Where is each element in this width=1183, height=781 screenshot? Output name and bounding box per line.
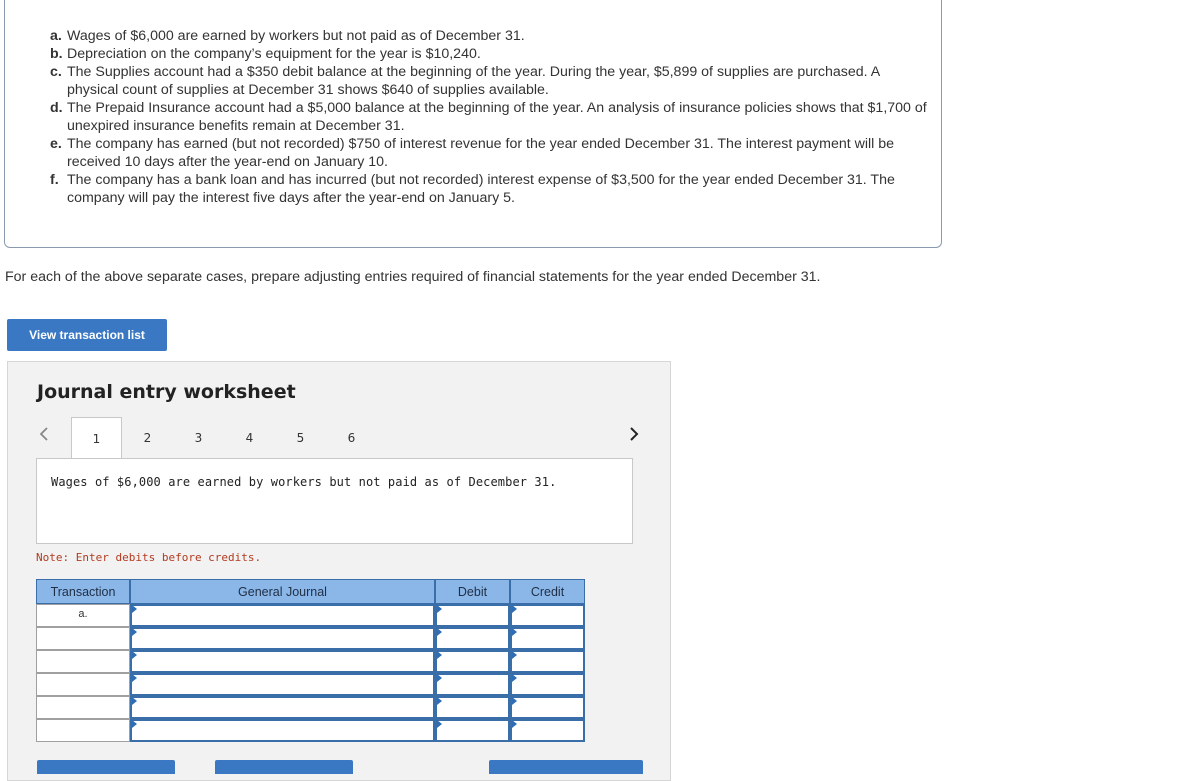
dropdown-marker-icon <box>512 674 517 682</box>
account-select[interactable] <box>130 604 435 627</box>
entry-description-box <box>36 458 633 544</box>
transaction-cell <box>36 627 130 650</box>
problem-list <box>50 27 930 207</box>
problem-item-text: Depreciation on the company’s equipment for the year is $10,240. <box>67 46 481 62</box>
dropdown-marker-icon <box>512 651 517 659</box>
clear-entry-button[interactable] <box>215 760 353 774</box>
debit-input[interactable] <box>435 650 510 673</box>
worksheet-title: Journal entry worksheet <box>37 381 296 403</box>
dropdown-marker-icon <box>132 628 137 636</box>
debit-input[interactable] <box>435 673 510 696</box>
transaction-cell <box>36 673 130 696</box>
dropdown-marker-icon <box>512 697 517 705</box>
dropdown-marker-icon <box>132 674 137 682</box>
problem-item-label: e. <box>50 136 62 152</box>
problem-item-label: a. <box>50 28 62 44</box>
credit-input[interactable] <box>510 719 585 742</box>
credit-input[interactable] <box>510 673 585 696</box>
debit-input[interactable] <box>435 719 510 742</box>
account-select[interactable] <box>130 719 435 742</box>
dropdown-marker-icon <box>512 628 517 636</box>
tab-6[interactable]: 6 <box>347 431 356 445</box>
transaction-cell-value: a. <box>78 608 88 620</box>
dropdown-marker-icon <box>512 720 517 728</box>
problem-item-text: The Prepaid Insurance account had a $5,000 balance at the beginning of the year. An analysis of insurance policies shows that $1,700 of unexpired insurance benefits remain at December 31. <box>67 100 927 134</box>
transaction-cell <box>36 604 130 627</box>
debit-input[interactable] <box>435 604 510 627</box>
dropdown-marker-icon <box>437 720 442 728</box>
dropdown-marker-icon <box>437 697 442 705</box>
dropdown-marker-icon <box>437 628 442 636</box>
credit-input[interactable] <box>510 627 585 650</box>
next-arrow-icon[interactable] <box>624 422 644 446</box>
problem-item-label: d. <box>50 100 63 116</box>
entry-description: Wages of $6,000 are earned by workers but not paid as of December 31. <box>51 475 557 489</box>
dropdown-marker-icon <box>437 674 442 682</box>
dropdown-marker-icon <box>437 651 442 659</box>
tab-1[interactable]: 1 <box>71 417 122 460</box>
dropdown-marker-icon <box>132 651 137 659</box>
transaction-cell <box>36 696 130 719</box>
account-select[interactable] <box>130 627 435 650</box>
credit-input[interactable] <box>510 696 585 719</box>
dropdown-marker-icon <box>437 605 442 613</box>
journal-entry-worksheet <box>7 361 671 781</box>
debit-input[interactable] <box>435 627 510 650</box>
problem-item-text: Wages of $6,000 are earned by workers but not paid as of December 31. <box>67 28 525 44</box>
view-general-journal-button[interactable] <box>489 760 643 774</box>
account-select[interactable] <box>130 673 435 696</box>
transaction-cell <box>36 650 130 673</box>
tab-3[interactable]: 3 <box>194 431 203 445</box>
header-debit: Debit <box>435 579 510 604</box>
entry-note: Note: Enter debits before credits. <box>36 551 262 564</box>
problem-item <box>50 27 930 45</box>
instruction-text: For each of the above separate cases, prepare adjusting entries required of financial statements for the year ended December 31. <box>5 269 821 285</box>
problem-item-label: f. <box>50 172 59 188</box>
account-select[interactable] <box>130 696 435 719</box>
problem-item-text: The company has a bank loan and has incurred (but not recorded) interest expense of $3,500 for the year ended December 31. The company will pay the interest five days after the year-end on January 5. <box>67 172 895 206</box>
problem-item <box>50 135 930 171</box>
tab-4[interactable]: 4 <box>245 431 254 445</box>
problem-item-text: The Supplies account had a $350 debit balance at the beginning of the year. During the year, $5,899 of supplies are purchased. A physical count of supplies at December 31 shows $640 of supplies available. <box>67 64 880 98</box>
previous-arrow-icon[interactable] <box>34 422 54 446</box>
tab-5[interactable]: 5 <box>296 431 305 445</box>
header-general-journal: General Journal <box>130 579 435 604</box>
header-transaction: Transaction <box>36 579 130 604</box>
tab-2[interactable]: 2 <box>143 431 152 445</box>
account-select[interactable] <box>130 650 435 673</box>
problem-item <box>50 99 930 135</box>
problem-item-label: c. <box>50 64 62 80</box>
problem-item <box>50 63 930 99</box>
record-entry-button[interactable] <box>37 760 175 774</box>
problem-item <box>50 171 930 207</box>
problem-item <box>50 45 930 63</box>
credit-input[interactable] <box>510 604 585 627</box>
problem-item-label: b. <box>50 46 63 62</box>
view-transaction-list-button[interactable]: View transaction list <box>7 319 167 351</box>
transaction-cell <box>36 719 130 742</box>
credit-input[interactable] <box>510 650 585 673</box>
header-credit: Credit <box>510 579 585 604</box>
problem-item-text: The company has earned (but not recorded) $750 of interest revenue for the year ended December 31. The interest payment will be received 10 days after the year-end on January 10. <box>67 136 895 170</box>
dropdown-marker-icon <box>512 605 517 613</box>
dropdown-marker-icon <box>132 720 137 728</box>
debit-input[interactable] <box>435 696 510 719</box>
dropdown-marker-icon <box>132 605 137 613</box>
dropdown-marker-icon <box>132 697 137 705</box>
